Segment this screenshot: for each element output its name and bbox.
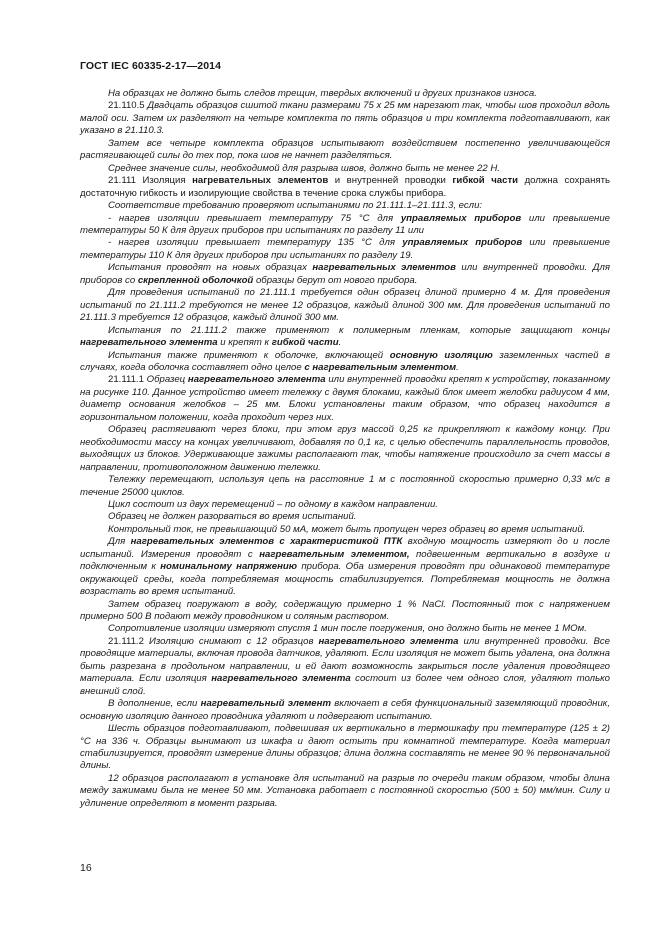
document-header: ГОСТ IEC 60335-2-17—2014: [80, 60, 222, 72]
paragraph: [80, 88, 610, 100]
term-bold: основную изоляцию: [389, 349, 493, 361]
paragraph: [80, 524, 610, 536]
paragraph: [80, 374, 610, 424]
text-run: - нагрев изоляции превышает температуру 75 °С для: [108, 212, 401, 224]
term-bold: скрепленной оболочкой: [137, 274, 254, 286]
paragraph: [80, 175, 610, 200]
paragraph: [80, 325, 610, 350]
text-run: 21.110.5: [108, 100, 148, 112]
text-run: или внутренней проводки. Все проводящие материалы, включая провода датчиков, удаляют. Если изоляция не может быть удалена, она должна быть разрезана в продольном направлении, и ей дают возможность закрыться после удаления проводящего материала. Если изоляция: [80, 635, 610, 685]
text-run: Затем образец погружают в воду, содержащую примерно 1 % NaCl. Постоянный ток с напряжением примерно 500 В подают между проводником и соляным раствором.: [80, 598, 610, 623]
text-run: Для: [108, 536, 131, 548]
paragraph: [80, 599, 610, 624]
text-run: образцы берут от нового прибора.: [253, 274, 418, 286]
text-run: .: [456, 361, 459, 373]
text-run: - нагрев изоляции превышает температуру 135 °С для: [108, 237, 403, 249]
paragraph: [80, 636, 610, 698]
paragraph: [80, 138, 610, 163]
paragraph: [80, 511, 610, 523]
text-run: заземленных частей в случаях, когда оболочка составляет одно целое: [80, 349, 611, 373]
text-run: должна сохранять достаточную гибкость и изолирующие свойства в течение срока службы прибора.: [80, 175, 610, 199]
term-bold: управляемых приборов: [402, 237, 523, 249]
paragraph: [80, 474, 610, 499]
term-bold: нагревательных элементов: [192, 175, 329, 187]
text-run: прибора. Оба измерения проводят при одинаковой температуре окружающей среды, когда потребляемая мощность стабилизируется. Потребляемая мощность не должна возрастать во время испытаний.: [80, 561, 611, 598]
text-run: Тележку перемещают, используя цепь на расстояние 1 м с постоянной скоростью примерно 0,33 м/с в течение 25000 циклов.: [80, 474, 610, 498]
term-bold: нагревательного элемента: [187, 374, 326, 386]
paragraph: [80, 536, 610, 598]
term-bold: гибкой части: [271, 337, 339, 349]
text-run: Изоляцию снимают с 12 образцов: [148, 635, 319, 647]
text-run: состоит из более чем одного слоя, удаляют только внешний слой.: [80, 673, 610, 697]
text-run: и внутренней проводки: [328, 175, 453, 187]
term-bold: гибкой части: [452, 175, 519, 187]
text-run: или внутренней проводки крепят к устройству, показанному на рисунке 110. Данное устройство имеет тележку с двумя блоками, каждый блок имеет желобки радиусом 4 мм, диаметр основания желобков – 25 мм. Блоки установлены таким образом, что образец находится в горизонтальном положении, когда проходит через них.: [80, 374, 610, 423]
term-bold: нагревательный элемент: [200, 698, 331, 710]
term-bold: нагревательных элементов: [312, 262, 456, 274]
paragraph: [80, 287, 610, 324]
term-bold: номинальному напряжению: [160, 561, 298, 573]
text-run: и крепят к: [217, 337, 272, 349]
text-run: 12 образцов располагают в установке для испытаний на разрыв по очереди таким образом, чтобы длина между зажимами была не менее 50 мм. Установка работает с постоянной скоростью (500 ± 50) мм/мин. Силу и удлинение определяют в момент разрыва.: [80, 772, 610, 809]
text-run: или внутренней проводки. Для приборов со: [80, 262, 611, 286]
paragraph: [80, 623, 610, 635]
paragraph: [80, 100, 610, 137]
text-run: Испытания по 21.111.2 также применяют к полимерным пленкам, которые защищают концы: [108, 324, 610, 336]
paragraph: [80, 237, 610, 262]
paragraph: [80, 213, 610, 238]
text-run: 21.111.2: [108, 635, 149, 647]
paragraph: [80, 163, 610, 175]
text-run: На образцах не должно быть следов трещин, твердых включений и других признаков износа.: [108, 88, 537, 99]
term-bold: нагревательных элементов с характеристикой ПТК: [130, 536, 403, 548]
text-run: Для проведения испытаний по 21.111.1 требуется один образец длиной примерно 4 м. Для проведения испытаний по 21.111.2 требуются не менее 12 образцов, каждый длиной 300 мм. Для проведения испытаний по 21.111.3 требуется 12 образцов, каждый длиной 300 мм.: [80, 287, 610, 324]
paragraph: [80, 200, 610, 212]
text-run: Затем все четыре комплекта образцов испытывают воздействием постепенно увеличивающейся растягивающей силы до тех пор, пока шов не начнет разделяться.: [80, 137, 610, 162]
paragraph: [80, 350, 610, 375]
text-run: Образец растягивают через блоки, при этом груз массой 0,25 кг прикрепляют к каждому концу. При необходимости массу на концах увеличивают, добавляя по 0,1 кг, с целью обеспечить параллельность проводов, выходящих из блоков. Удерживающие зажимы располагают так, чтобы натяжение происходило за счет массы в направлении, противоположном движению тележки.: [80, 424, 610, 473]
text-run: Контрольный ток, не превышающий 50 мА, может быть пропущен через образец во время испытаний.: [108, 523, 586, 535]
document-body: [80, 88, 610, 810]
text-run: .: [338, 337, 342, 349]
text-run: входную мощность измеряют до и после испытаний. Измерения проводят с: [80, 536, 610, 560]
text-run: или превышение температуры 110 К для других приборов при испытаниях по разделу 19.: [80, 237, 610, 261]
text-run: 21.111 Изоляция: [108, 175, 193, 187]
text-run: 21.111.1: [108, 374, 147, 386]
paragraph: [80, 424, 610, 474]
text-run: Образец: [146, 374, 188, 386]
paragraph: [80, 698, 610, 723]
text-run: Среднее значение силы, необходимой для разрыва швов, должно быть не менее 22 Н.: [108, 162, 500, 174]
paragraph: [80, 262, 610, 287]
text-run: Цикл состоит из двух перемещений – по одному в каждом направлении.: [108, 498, 438, 510]
text-run: В дополнение, если: [108, 698, 201, 710]
term-bold: нагревательного элемента: [211, 673, 351, 685]
text-run: Соответствие требованию проверяют испытаниями по 21.111.1–21.111.3, если:: [108, 200, 483, 212]
text-run: включает в себя функциональный заземляющий проводник, основную изоляцию данного проводника удаляют и подвергают испытанию.: [80, 698, 610, 722]
page-number: 16: [80, 862, 92, 874]
term-bold: с нагревательным элементом: [304, 361, 457, 373]
term-bold: нагревательным элементом,: [259, 548, 410, 560]
text-run: Образец не должен разорваться во время испытаний.: [108, 511, 357, 523]
text-run: Испытания проводят на новых образцах: [108, 262, 313, 274]
term-bold: нагревательного элемента: [318, 635, 459, 647]
text-run: Двадцать образцов сшитой ткани размерами 75 х 25 мм нарезают так, чтобы шов проходил вдоль малой оси. Затем их разделяют на четыре комплекта по пять образцов и три комплекта подготавливают, как указано в 21.110.3.: [80, 100, 610, 137]
paragraph: [80, 499, 610, 511]
term-bold: нагревательного элемента: [80, 337, 218, 349]
text-run: Сопротивление изоляции измеряют спустя 1 мин после погружения, оно должно быть не менее 1 МОм.: [108, 623, 587, 635]
text-run: Испытания также применяют к оболочке, включающей: [108, 349, 390, 361]
paragraph: [80, 773, 610, 810]
term-bold: управляемых приборов: [400, 212, 522, 224]
text-run: подвешенным вертикально в воздухе и подключенным к: [80, 548, 610, 573]
text-run: Шесть образцов подготавливают, подвешивая их вертикально в термошкафу при температуре (125 ± 2) °С на 336 ч. Образцы вынимают из шкафа и дают остыть при комнатной температуре. Когда материал стабилизируется, проводят измерение длины образцов; длина должна составлять не менее 90 % первоначальной длины.: [80, 723, 610, 772]
paragraph: [80, 723, 610, 773]
text-run: или превышение температуры 50 К для других приборов при испытаниях по разделу 11 или: [80, 212, 610, 236]
